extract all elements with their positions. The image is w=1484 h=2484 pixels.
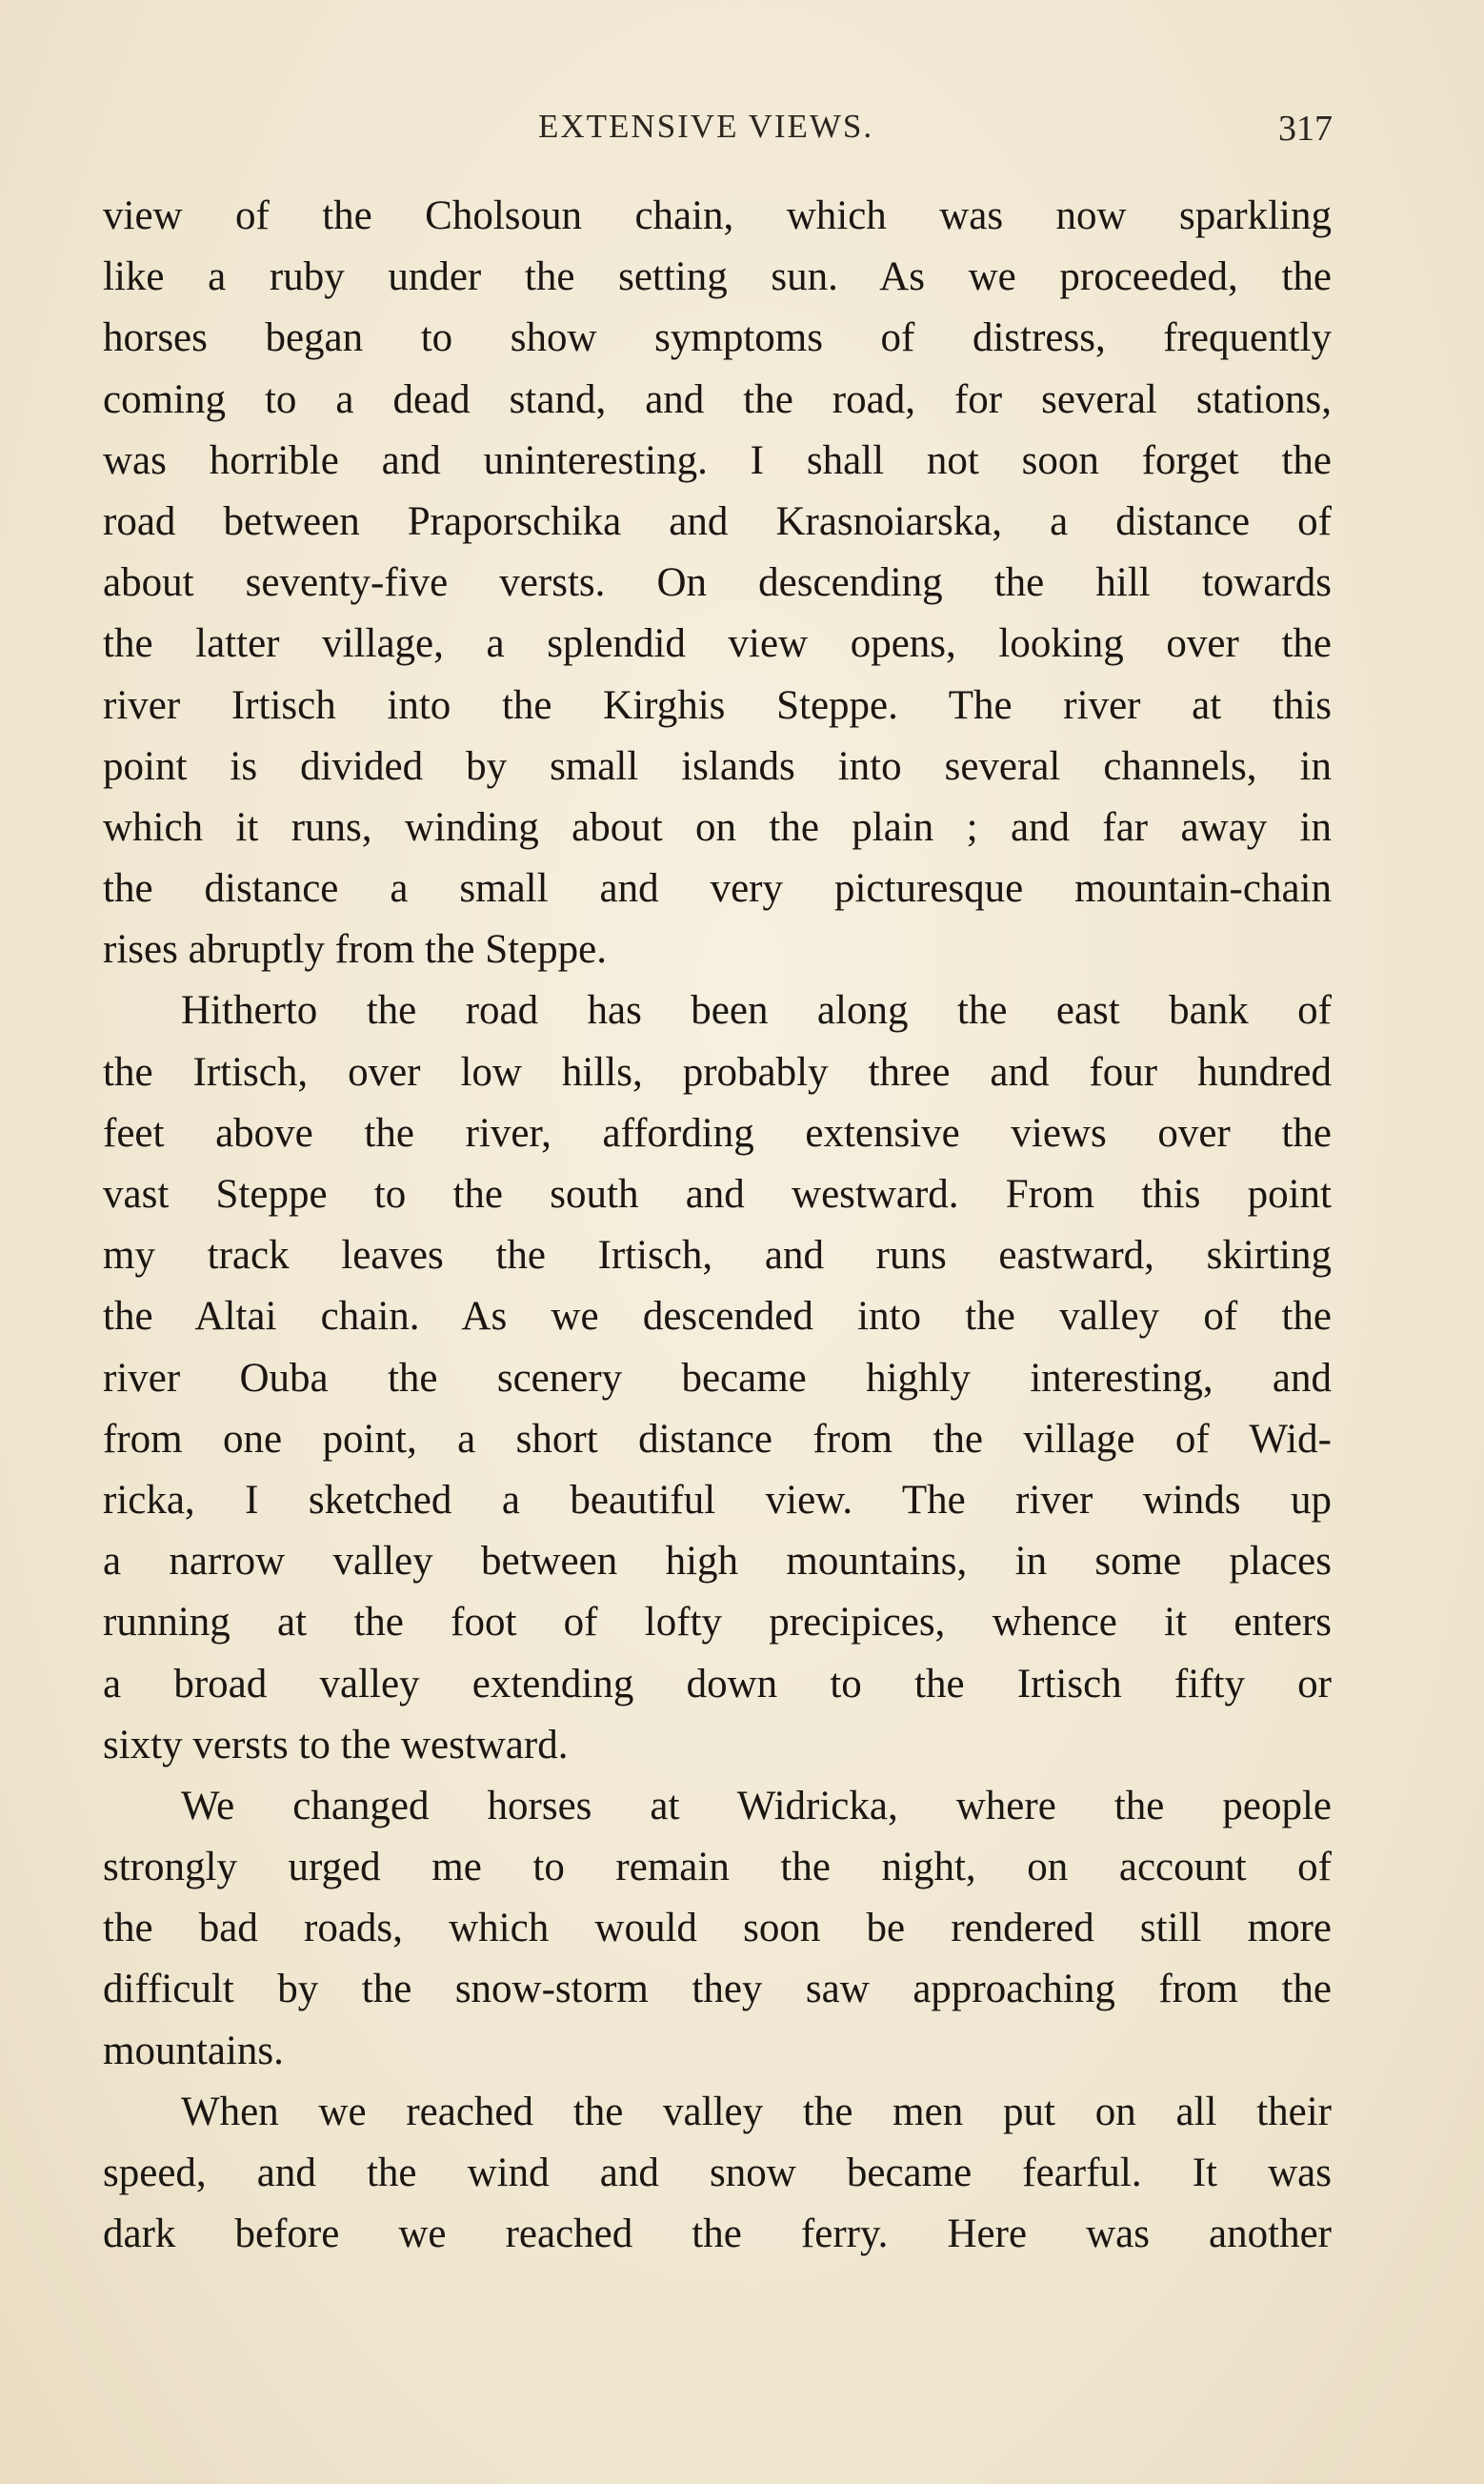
text-line: a narrow valley between high mountains, in some places bbox=[103, 1539, 1332, 1585]
paragraph bbox=[103, 980, 1332, 1775]
text-line: from one point, a short distance from the village of Wid- bbox=[103, 1416, 1332, 1462]
text-line: my track leaves the Irtisch, and runs eastward, skirting bbox=[103, 1233, 1332, 1279]
text-line: the latter village, a splendid view opens, looking over the bbox=[103, 621, 1332, 667]
text-line: difficult by the snow-storm they saw approaching from the bbox=[103, 1967, 1332, 2012]
text-line: the bad roads, which would soon be rendered still more bbox=[103, 1906, 1332, 1951]
text-line: horses began to show symptoms of distress, frequently bbox=[103, 315, 1332, 361]
text-line: rises abruptly from the Steppe. bbox=[103, 927, 608, 973]
text-line: ricka, I sketched a beautiful view. The river winds up bbox=[103, 1477, 1332, 1523]
text-line: speed, and the wind and snow became fearful. It was bbox=[103, 2151, 1332, 2195]
text-line: Hitherto the road has been along the east bank of bbox=[181, 988, 1332, 1034]
text-line: about seventy-five versts. On descending the hill towards bbox=[103, 560, 1332, 606]
text-line: point is divided by small islands into several channels, in bbox=[103, 743, 1332, 789]
text-line: view of the Cholsoun chain, which was now sparkling bbox=[103, 193, 1332, 238]
text-line: mountains. bbox=[103, 2028, 284, 2073]
running-head: EXTENSIVE VIEWS. bbox=[538, 108, 874, 145]
text-line: sixty versts to the westward. bbox=[103, 1722, 569, 1767]
text-line: vast Steppe to the south and westward. From this point bbox=[103, 1172, 1332, 1217]
text-line: river Irtisch into the Kirghis Steppe. The river at this bbox=[103, 682, 1332, 728]
text-line: a broad valley extending down to the Irtisch fifty or bbox=[103, 1661, 1332, 1706]
text-line: We changed horses at Widricka, where the people bbox=[181, 1783, 1332, 1828]
text-line: like a ruby under the setting sun. As we proceeded, the bbox=[103, 254, 1332, 300]
body-text bbox=[103, 186, 1332, 2265]
text-line: running at the foot of lofty precipices, whence it enters bbox=[103, 1600, 1332, 1646]
text-line: road between Praporschika and Krasnoiarska, a distance of bbox=[103, 498, 1332, 544]
text-line: the distance a small and very picturesque mountain-chain bbox=[103, 866, 1332, 912]
page-number: 317 bbox=[1278, 109, 1333, 149]
paragraph bbox=[103, 1776, 1332, 2082]
text-line: the Altai chain. As we descended into the valley of the bbox=[103, 1294, 1332, 1340]
text-line: which it runs, winding about on the plain ; and far away in bbox=[103, 804, 1332, 850]
text-line: feet above the river, affording extensive views over the bbox=[103, 1110, 1332, 1156]
text-line: coming to a dead stand, and the road, for several stations, bbox=[103, 376, 1332, 422]
text-line: When we reached the valley the men put on all their bbox=[181, 2089, 1332, 2134]
text-line: strongly urged me to remain the night, on account of bbox=[103, 1845, 1332, 1890]
page-header bbox=[0, 108, 1484, 155]
text-line: dark before we reached the ferry. Here was another bbox=[103, 2211, 1332, 2257]
text-line: the Irtisch, over low hills, probably three and four hundred bbox=[103, 1049, 1332, 1095]
text-line: river Ouba the scenery became highly interesting, and bbox=[103, 1355, 1332, 1401]
paragraph bbox=[103, 186, 1332, 980]
paragraph bbox=[103, 2082, 1332, 2266]
text-line: was horrible and uninteresting. I shall not soon forget the bbox=[103, 437, 1332, 483]
